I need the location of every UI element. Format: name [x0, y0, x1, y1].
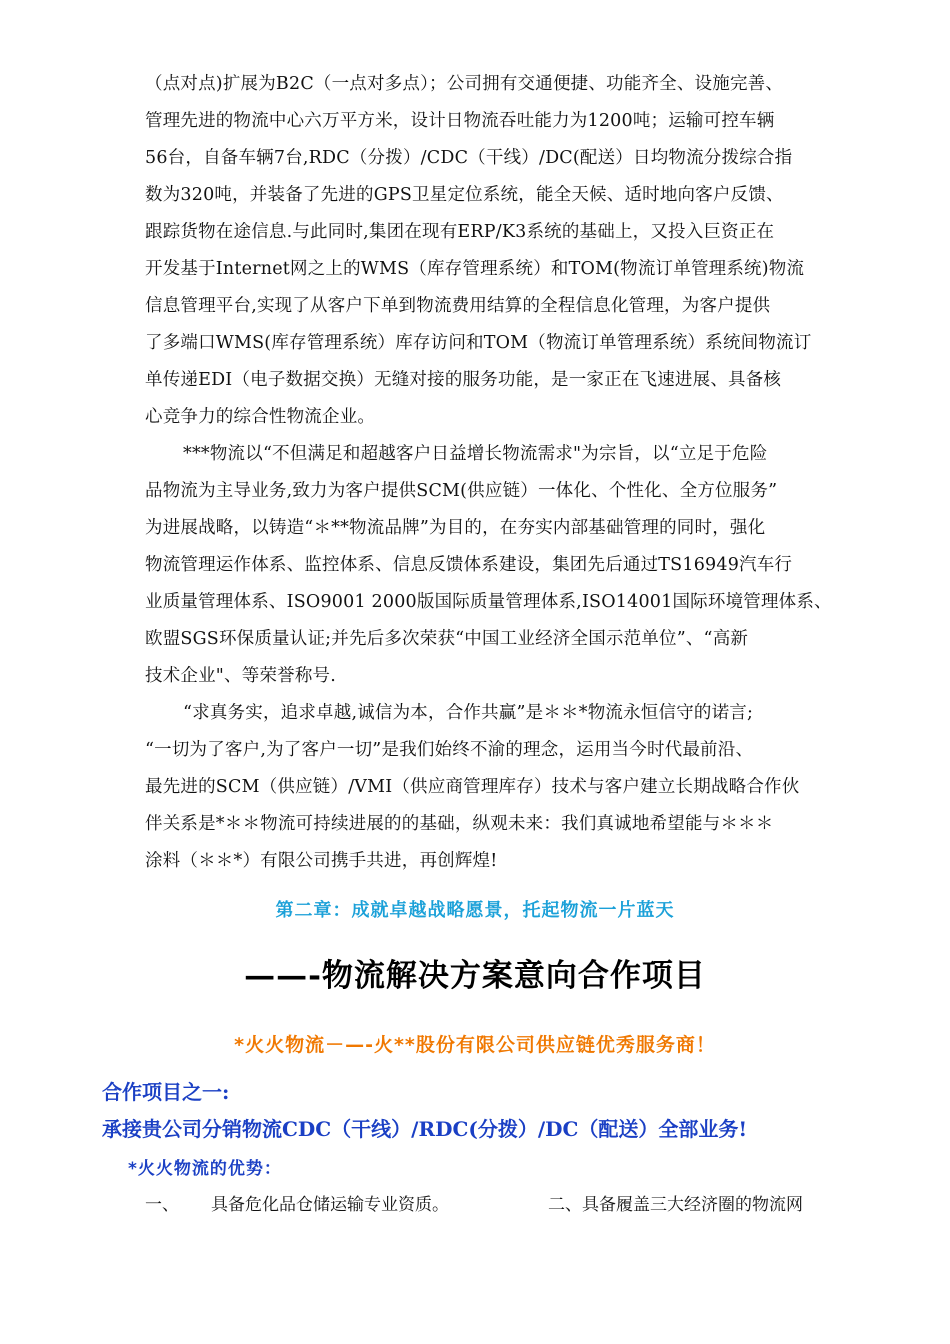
chapter-subtitle: 第二章：成就卓越战略愿景，托起物流一片蓝天 — [275, 900, 675, 921]
advantage-item-1-text: 具备危化品仓储运输专业资质。 — [211, 1195, 449, 1215]
project-heading: 合作项目之一: — [102, 1080, 230, 1104]
body-line: 品物流为主导业务,致力为客户提供SCM(供应链）一体化、个性化、全方位服务” — [145, 481, 778, 501]
body-line: 伴关系是*＊＊物流可持续进展的的基础，纵观未来：我们真诚地希望能与＊＊＊ — [145, 814, 774, 834]
advantages-heading: *火火物流的优势： — [128, 1159, 282, 1179]
advantage-item-1-number: 一、 — [145, 1195, 179, 1215]
body-line: 跟踪货物在途信息.与此同时,集团在现有ERP/K3系统的基础上，又投入巨资正在 — [145, 222, 775, 242]
body-line: 数为320吨，并装备了先进的GPS卫星定位系统，能全天候、适时地向客户反馈、 — [145, 185, 784, 205]
advantage-item-2: 二、具备履盖三大经济圈的物流网 — [548, 1195, 803, 1215]
body-line: 心竞争力的综合性物流企业。 — [145, 407, 376, 427]
body-line: 信息管理平台,实现了从客户下单到物流费用结算的全程信息化管理，为客户提供 — [145, 296, 771, 316]
advantage-item-1 — [145, 1190, 449, 1215]
body-line: “一切为了客户,为了客户一切”是我们始终不渝的理念，运用当今时代最前沿、 — [145, 740, 754, 760]
body-line: 技术企业"、等荣誉称号. — [145, 666, 337, 686]
body-line: 单传递EDI（电子数据交换）无缝对接的服务功能，是一家正在飞速进展、具备核 — [145, 370, 782, 390]
body-line: 欧盟SGS环保质量认证;并先后多次荣获“中国工业经济全国示范单位”、“高新 — [145, 629, 749, 649]
body-line: 为进展战略，以铸造“＊**物流品牌”为目的，在夯实内部基础管理的同时，强化 — [145, 518, 766, 538]
company-slogan: *火火物流－—-火**股份有限公司供应链优秀服务商！ — [234, 1034, 716, 1056]
body-text — [145, 66, 845, 880]
body-line: “求真务实，追求卓越,诚信为本，合作共赢”是＊＊*物流永恒信守的诺言; — [183, 703, 754, 723]
body-line: 最先进的SCM（供应链）/VMI（供应商管理库存）技术与客户建立长期战略合作伙 — [145, 777, 800, 797]
body-line: 管理先进的物流中心六万平方米，设计日物流吞吐能力为1200吨；运输可控车辆 — [145, 111, 775, 131]
body-line: 业质量管理体系、ISO9001 2000版国际质量管理体系,ISO14001国际环境管理体系、 — [145, 592, 832, 612]
body-line: 物流管理运作体系、监控体系、信息反馈体系建设，集团先后通过TS16949汽车行 — [145, 555, 793, 575]
project-title: 承接贵公司分销物流CDC（干线）/RDC(分拨）/DC（配送）全部业务! — [102, 1117, 748, 1141]
body-line: 56台，自备车辆7台,RDC（分拨）/CDC（干线）/DC(配送）日均物流分拨综合指 — [145, 148, 793, 168]
body-line: （点对点)扩展为B2C（一点对多点）；公司拥有交通便捷、功能齐全、设施完善、 — [145, 74, 784, 94]
chapter-title: ——-物流解决方案意向合作项目 — [244, 958, 706, 994]
body-line: 开发基于Internet网之上的WMS（库存管理系统）和TOM(物流订单管理系统)物流 — [145, 259, 805, 279]
body-line: 涂料（＊＊*）有限公司携手共进，再创辉煌! — [145, 851, 498, 871]
body-line: ***物流以“不但满足和超越客户日益增长物流需求"为宗旨，以“立足于危险 — [183, 444, 768, 464]
body-line: 了多端口WMS(库存管理系统）库存访问和TOM（物流订单管理系统）系统间物流订 — [145, 333, 812, 353]
